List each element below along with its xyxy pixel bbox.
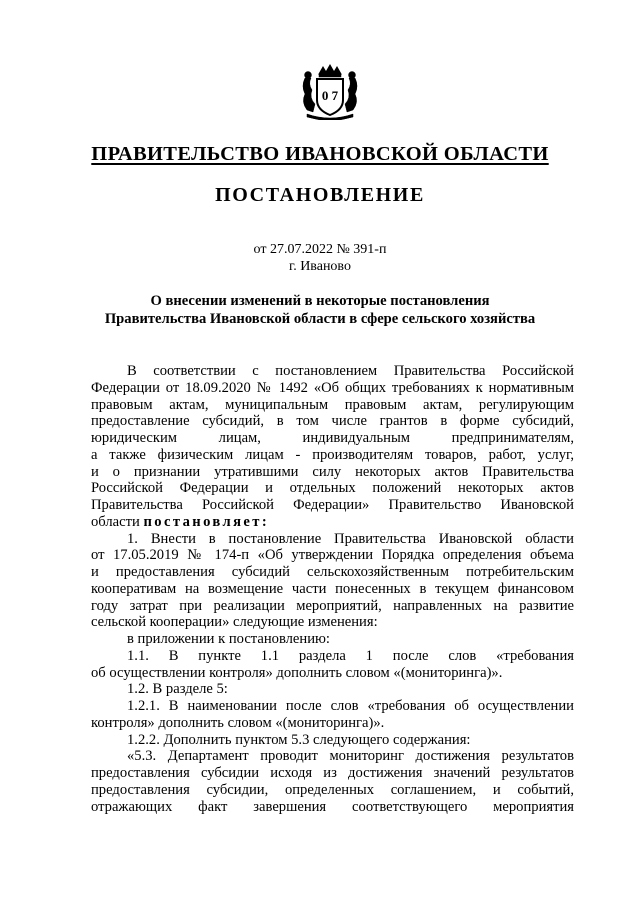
heading-line: О внесении изменений в некоторые постановления [150, 293, 490, 309]
body-line [91, 480, 574, 497]
document-date-number: от 27.07.2022 № 391-п [253, 242, 387, 257]
body-line [91, 514, 574, 531]
body-line-text: а также физическим лицам - производителям товаров, работ, услуг, [91, 446, 574, 463]
document-type: ПОСТАНОВЛЕНИЕ [215, 184, 425, 206]
body-line [91, 547, 574, 564]
body-line-text: в приложении к постановлению: [127, 631, 330, 647]
body-line-text: контроля» дополнить словом «(мониторинга)». [91, 714, 385, 731]
body-line [91, 732, 574, 749]
organization-title: ПРАВИТЕЛЬСТВО ИВАНОВСКОЙ ОБЛАСТИ [91, 143, 549, 165]
body-line [91, 614, 574, 631]
body-line [91, 380, 574, 397]
body-line-text: 1.2.1. В наименовании после слов «требования об осуществлении [127, 698, 574, 714]
body-line [91, 397, 574, 414]
body-line-text: «5.3. Департамент проводит мониторинг достижения результатов [127, 748, 574, 765]
body-line-text: предоставления субсидии, определенных соглашением, и событий, [91, 781, 574, 798]
body-line-text: правовым актам, муниципальным правовым актам, регулирующим [91, 396, 574, 413]
body-line [91, 698, 574, 715]
body-line-text: юридическим лицам, индивидуальным предпринимателям, [91, 430, 574, 446]
body-line [91, 665, 574, 682]
body-line [91, 648, 574, 665]
body-line-text: 1.2. В разделе 5: [127, 681, 228, 698]
body-line-text: кооперативам на возмещение части понесенных в текущем финансовом [91, 580, 574, 597]
svg-text:0 7: 0 7 [321, 88, 339, 103]
body-line-text: Федерации от 18.09.2020 № 1492 «Об общих требованиях к нормативным [91, 379, 574, 396]
body-line-text: 1.2.2. Дополнить пунктом 5.3 следующего содержания: [127, 731, 471, 748]
body-line-text: сельской кооперации» следующие изменения: [91, 614, 378, 631]
body-line [91, 765, 574, 782]
body-line-text: об осуществлении контроля» дополнить словом «(мониторинга)». [91, 664, 503, 681]
body-line [91, 748, 574, 765]
body-line-text: области [91, 513, 144, 530]
body-line-text: от 17.05.2019 № 174-п «Об утверждении Порядка определения объема [91, 547, 574, 564]
document-heading [0, 292, 640, 328]
body-line [91, 413, 574, 430]
body-line-text: отражающих факт завершения соответствующего мероприятия [91, 798, 574, 815]
body-line [91, 782, 574, 799]
body-line-text: Российской Федерации и отдельных положений некоторых актов [91, 480, 574, 497]
body-line [91, 363, 574, 380]
body-line-text: и о признании утратившими силу некоторых актов Правительства [91, 463, 574, 480]
resolves-keyword: постановляет: [143, 513, 270, 530]
body-line [91, 581, 574, 598]
body-line-text: и предоставления субсидий сельскохозяйственным потребительским [91, 564, 574, 580]
body-line-text: 1.1. В пункте 1.1 раздела 1 после слов «требования [127, 647, 574, 664]
body-line [91, 564, 574, 581]
body-line [91, 464, 574, 481]
body-line [91, 681, 574, 698]
body-line [91, 531, 574, 548]
body-line [91, 799, 574, 816]
body-line [91, 447, 574, 464]
body-line-text: В соответствии с постановлением Правительства Российской [127, 363, 574, 379]
body-line [91, 598, 574, 615]
body-line [91, 497, 574, 514]
body-line-text: предоставления субсидии исходя из достижения значений результатов [91, 765, 574, 781]
body-line-text: предоставление субсидий, в том числе грантов в форме субсидий, [91, 413, 574, 430]
body-line [91, 430, 574, 447]
body-line-text: 1. Внести в постановление Правительства Ивановской области [127, 530, 574, 547]
body-line-text: Правительства Российской Федерации» Правительство Ивановской [91, 497, 574, 513]
body-line [91, 715, 574, 732]
document-city: г. Иваново [289, 259, 351, 274]
document-body [91, 363, 574, 815]
heading-line: Правительства Ивановской области в сфере сельского хозяйства [104, 311, 536, 327]
body-line [91, 631, 574, 648]
body-line-text: году затрат при реализации мероприятий, направленных на развитие [91, 597, 574, 614]
coat-of-arms-emblem-icon [297, 64, 363, 120]
